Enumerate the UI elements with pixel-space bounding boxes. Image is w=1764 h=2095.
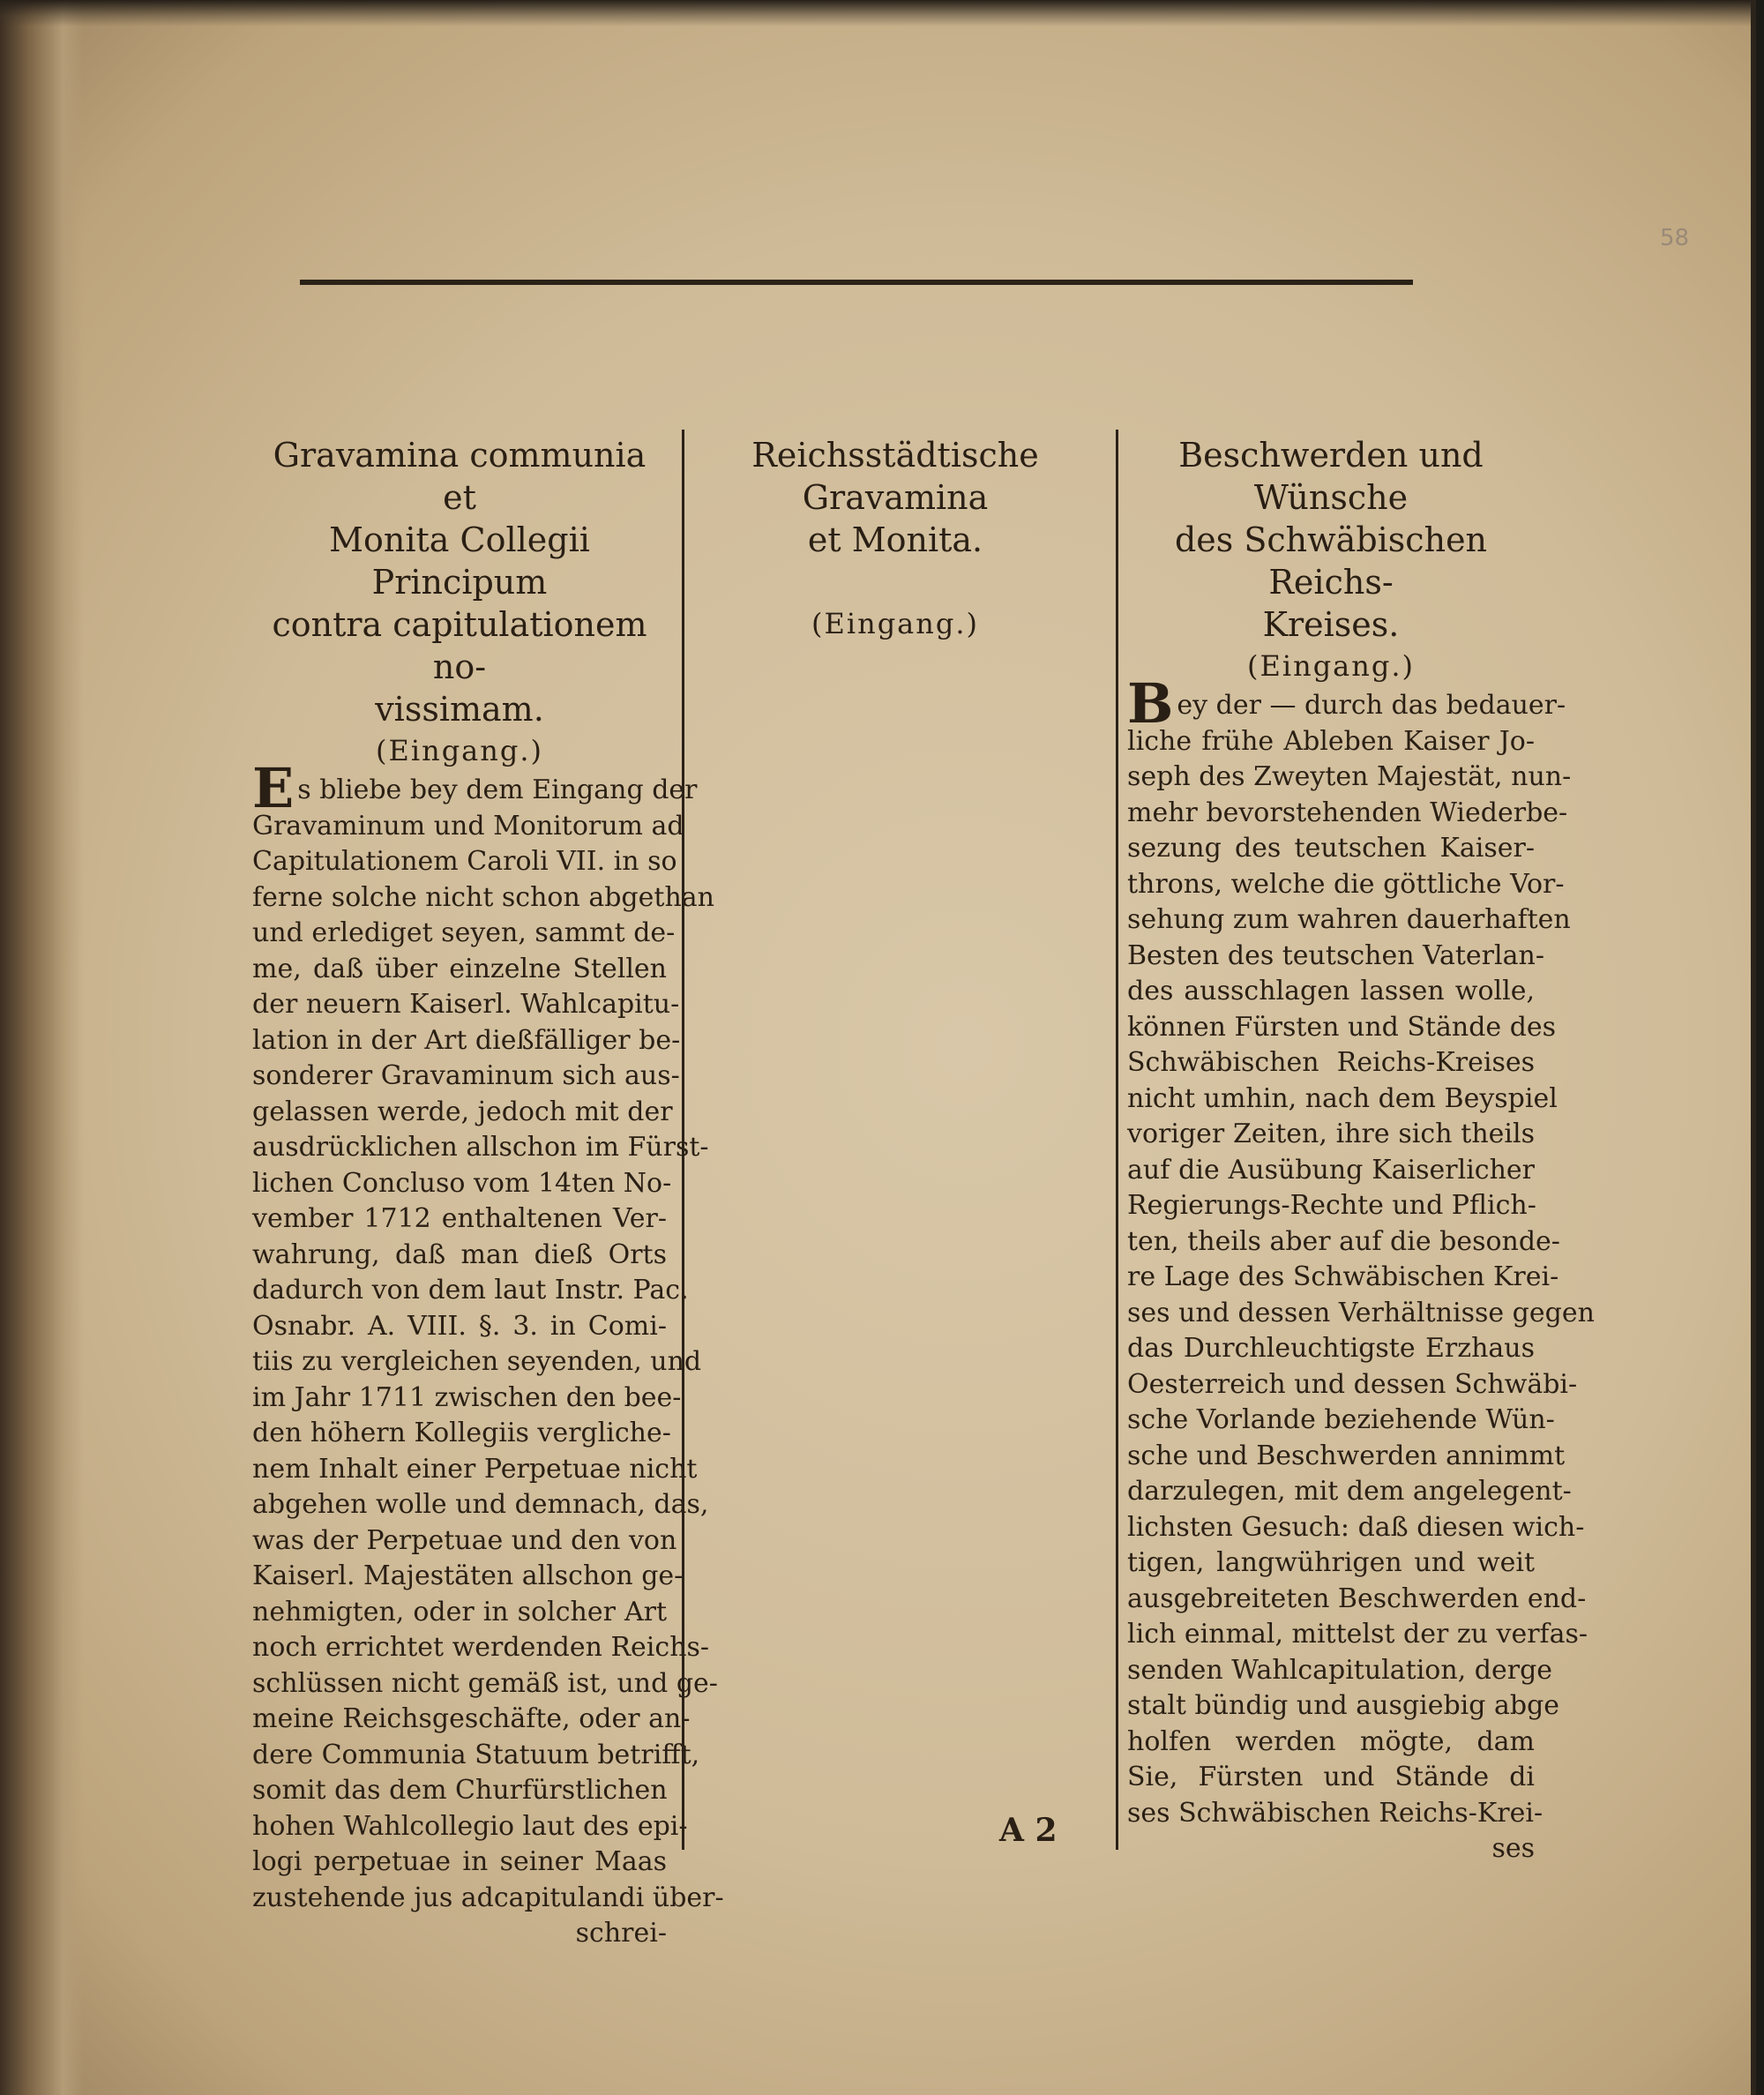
drop-cap: B: [1127, 671, 1174, 736]
text-line-content: Gravaminum und Monitorum ad: [252, 810, 684, 842]
text-line-content: vember 1712 enthaltenen Ver-: [252, 1203, 667, 1234]
text-line: [1127, 1045, 1535, 1081]
text-line: [1127, 939, 1544, 975]
text-line-content: noch errichtet werdenden Reichs-: [252, 1632, 710, 1663]
text-line: [252, 1738, 700, 1774]
column-title-line: Beschwerden und Wünsche: [1178, 436, 1484, 517]
text-line: [252, 1452, 698, 1488]
text-line: [252, 1916, 667, 1952]
text-line-content: ten, theils aber auf die besonde-: [1127, 1225, 1560, 1257]
text-line-content: dere Communia Statuum betrifft,: [252, 1739, 700, 1770]
text-line-content: sehung zum wahren dauerhaften: [1127, 904, 1571, 935]
text-line-content: können Fürsten und Stände des: [1127, 1011, 1557, 1043]
column-title-line: Reichsstädtische Gravamina: [751, 436, 1039, 517]
text-line-content: Kaiserl. Majestäten allschon ge-: [252, 1560, 684, 1591]
text-line: [1127, 1545, 1535, 1582]
text-line-content: schlüssen nicht gemäß ist, und ge-: [252, 1667, 718, 1699]
text-line-content: dadurch von dem laut Instr. Pac.: [252, 1275, 689, 1306]
text-line: [252, 1059, 680, 1095]
text-line-content: throns, welche die göttliche Vor-: [1127, 868, 1565, 900]
text-line: [1127, 1439, 1566, 1475]
text-line: [252, 952, 667, 988]
column-body: [1127, 671, 1595, 1867]
text-line: [252, 1095, 673, 1131]
column-body: [252, 756, 724, 1952]
text-line: [252, 1380, 682, 1417]
text-line-content: ausdrücklichen allschon im Fürst-: [252, 1132, 709, 1163]
text-line-content: nicht umhin, nach dem Beyspiel: [1127, 1082, 1558, 1114]
text-line-content: tigen, langwührigen und weit: [1127, 1547, 1535, 1578]
text-line-content: liche frühe Ableben Kaiser Jo-: [1127, 725, 1535, 757]
text-line-content: Capitulationem Caroli VII. in so: [252, 846, 677, 877]
text-line-content: ausgebreiteten Beschwerden end-: [1127, 1582, 1587, 1614]
text-line-content: des ausschlagen lassen wolle,: [1127, 976, 1535, 1006]
text-line: [1127, 1474, 1572, 1510]
text-line-content: logi perpetuae in seiner Maas: [252, 1846, 667, 1877]
text-line-content: der neuern Kaiserl. Wahlcapitu-: [252, 989, 680, 1020]
text-line: [1127, 831, 1535, 867]
text-line: [1127, 867, 1565, 903]
text-line: [1127, 759, 1572, 796]
text-line: [252, 1166, 672, 1202]
text-line: [252, 1487, 709, 1523]
text-line-content: auf die Ausübung Kaiserlicher: [1127, 1154, 1535, 1186]
text-line: [252, 1273, 689, 1309]
text-line: [1127, 1224, 1560, 1261]
text-line-content: sonderer Gravaminum sich aus-: [252, 1060, 680, 1091]
text-line-content: somit das dem Churfürstlichen: [252, 1775, 668, 1806]
text-line-content: lation in der Art dießfälliger be-: [252, 1024, 681, 1056]
text-line-content: s bliebe bey dem Eingang der: [297, 774, 698, 805]
text-line-content: senden Wahlcapitulation, derge: [1127, 1654, 1553, 1686]
text-line: [252, 1881, 724, 1917]
text-line-content: hohen Wahlcollegio laut des epi-: [252, 1810, 688, 1842]
text-line: [1127, 1153, 1535, 1189]
text-line: [1127, 1796, 1544, 1832]
text-line-content: sche und Beschwerden annimmt: [1127, 1440, 1566, 1471]
text-line-content: sche Vorlande beziehende Wün-: [1127, 1404, 1555, 1435]
column-title-line: et Monita.: [807, 520, 983, 559]
text-line: [1127, 671, 1566, 736]
text-line-content: me, daß über einzelne Stellen: [252, 953, 667, 984]
text-line-content: und erlediget seyen, sammt de-: [252, 917, 676, 948]
text-line: [1127, 796, 1568, 832]
column-title-line: contra capitulationem no-: [272, 605, 647, 686]
text-line-content: Schwäbischen Reichs-Kreises: [1127, 1047, 1535, 1078]
text-line: [1127, 1296, 1595, 1332]
text-line-content: was der Perpetuae und den von: [252, 1524, 677, 1556]
text-line: [1127, 1725, 1535, 1761]
column-divider-2: [1116, 430, 1118, 1850]
text-line-content: tiis zu vergleichen seyenden, und: [252, 1346, 702, 1377]
signature-mark: A 2: [999, 1812, 1058, 1849]
text-line-content: Besten des teutschen Vaterlan-: [1127, 939, 1544, 971]
text-line: [252, 1344, 702, 1380]
text-line: [252, 1201, 667, 1238]
text-line: [252, 1238, 667, 1274]
text-line: [252, 1773, 667, 1809]
text-line-content: stalt bündig und ausgiebig abge: [1127, 1690, 1560, 1721]
text-line-content: re Lage des Schwäbischen Krei-: [1127, 1261, 1559, 1292]
text-line-content: zustehende jus adcapitulandi über-: [252, 1882, 724, 1913]
text-line: [252, 1416, 671, 1452]
text-line: [1127, 1188, 1535, 1224]
column-subhead: (Eingang.): [811, 607, 979, 640]
text-line: [1127, 1403, 1555, 1439]
text-line: [252, 1630, 710, 1666]
text-line-content: seph des Zweyten Majestät, nun-: [1127, 761, 1572, 792]
text-line: [252, 1309, 667, 1345]
text-line: [252, 756, 698, 820]
text-line: [252, 1844, 667, 1881]
text-line: [1127, 1688, 1560, 1725]
drop-cap: E: [252, 756, 295, 820]
text-line: [1127, 1081, 1558, 1118]
text-line-content: voriger Zeiten, ihre sich theils: [1127, 1119, 1535, 1149]
text-line: [1127, 1331, 1535, 1367]
text-line: [1127, 724, 1535, 760]
text-line-content: Osnabr. A. VIII. §. 3. in Comi-: [252, 1310, 667, 1342]
column-subhead: (Eingang.): [376, 734, 543, 767]
text-line-content: ses: [1491, 1833, 1535, 1864]
text-line: [1127, 1653, 1553, 1689]
text-line: [1127, 1367, 1578, 1403]
text-line: [252, 1595, 667, 1631]
text-line-content: gelassen werde, jedoch mit der: [252, 1096, 673, 1127]
column-princes: [252, 434, 724, 1952]
column-title-line: Gravamina communia et: [273, 436, 647, 517]
text-line-content: den höhern Kollegiis vergliche-: [252, 1418, 671, 1448]
text-line-content: holfen werden mögte, dam: [1127, 1725, 1535, 1757]
text-line-content: Oesterreich und dessen Schwäbi-: [1127, 1368, 1578, 1400]
text-line: [1127, 902, 1571, 939]
text-line: [1127, 1760, 1535, 1796]
text-line-content: meine Reichsgeschäfte, oder an-: [252, 1703, 691, 1734]
text-line: [252, 844, 677, 880]
header-rule: [300, 280, 1413, 285]
text-line-content: ferne solche nicht schon abgethan: [252, 881, 714, 913]
text-line-content: schrei-: [575, 1918, 667, 1949]
text-line-content: wahrung, daß man dieß Orts: [252, 1238, 667, 1270]
text-line-content: lichsten Gesuch: daß diesen wich-: [1127, 1511, 1585, 1543]
text-line: [252, 1559, 684, 1595]
column-title-line: Kreises.: [1262, 605, 1400, 644]
text-line-content: lichen Concluso vom 14ten No-: [252, 1167, 672, 1199]
column-subhead: (Eingang.): [1247, 649, 1415, 683]
text-line-content: Sie, Fürsten und Stände di: [1127, 1762, 1535, 1792]
text-line: [252, 1702, 691, 1738]
text-line-content: nehmigten, oder in solcher Art: [252, 1596, 667, 1627]
text-line: [1127, 974, 1535, 1010]
column-swabian-circle: [1127, 434, 1595, 1867]
binding-gutter-shadow: [0, 0, 84, 2095]
text-line: [252, 1666, 718, 1702]
text-line-content: das Durchleuchtigste Erzhaus: [1127, 1333, 1535, 1364]
text-line: [252, 1809, 688, 1845]
text-line-content: nem Inhalt einer Perpetuae nicht: [252, 1453, 698, 1485]
column-imperial-cities: [688, 434, 1102, 644]
column-title-line: vissimam.: [375, 690, 544, 729]
text-line: [252, 1023, 681, 1059]
text-line: [1127, 1010, 1557, 1046]
text-line: [252, 1523, 677, 1560]
text-line: [1127, 1510, 1585, 1546]
text-line-content: abgehen wolle und demnach, das,: [252, 1489, 709, 1520]
text-line-content: darzulegen, mit dem angelegent-: [1127, 1476, 1572, 1507]
column-title-line: Monita Collegii Principum: [329, 520, 590, 602]
text-line-content: Regierungs-Rechte und Pflich-: [1127, 1190, 1536, 1221]
pencil-page-note: 58: [1660, 225, 1690, 251]
text-line-content: lich einmal, mittelst der zu verfas-: [1127, 1619, 1588, 1650]
text-line: [1127, 1260, 1559, 1296]
text-line: [1127, 1617, 1588, 1653]
text-line: [1127, 1582, 1587, 1618]
text-line-content: ey der — durch das bedauer-: [1177, 690, 1566, 721]
page-top-edge: [0, 0, 1751, 26]
text-line: [252, 1130, 709, 1166]
text-line: [252, 880, 714, 917]
text-line: [252, 809, 684, 845]
text-line-content: im Jahr 1711 zwischen den bee-: [252, 1381, 682, 1413]
text-line: [1127, 1831, 1535, 1867]
column-title-line: des Schwäbischen Reichs-: [1174, 520, 1488, 602]
text-line-content: ses Schwäbischen Reichs-Krei-: [1127, 1797, 1544, 1829]
text-line-content: mehr bevorstehenden Wiederbe-: [1127, 797, 1568, 828]
text-line: [252, 987, 680, 1023]
text-line-content: sezung des teutschen Kaiser-: [1127, 833, 1535, 864]
text-line-content: ses und dessen Verhältnisse gegen: [1127, 1297, 1595, 1328]
text-line: [252, 916, 676, 952]
text-line: [1127, 1117, 1535, 1153]
